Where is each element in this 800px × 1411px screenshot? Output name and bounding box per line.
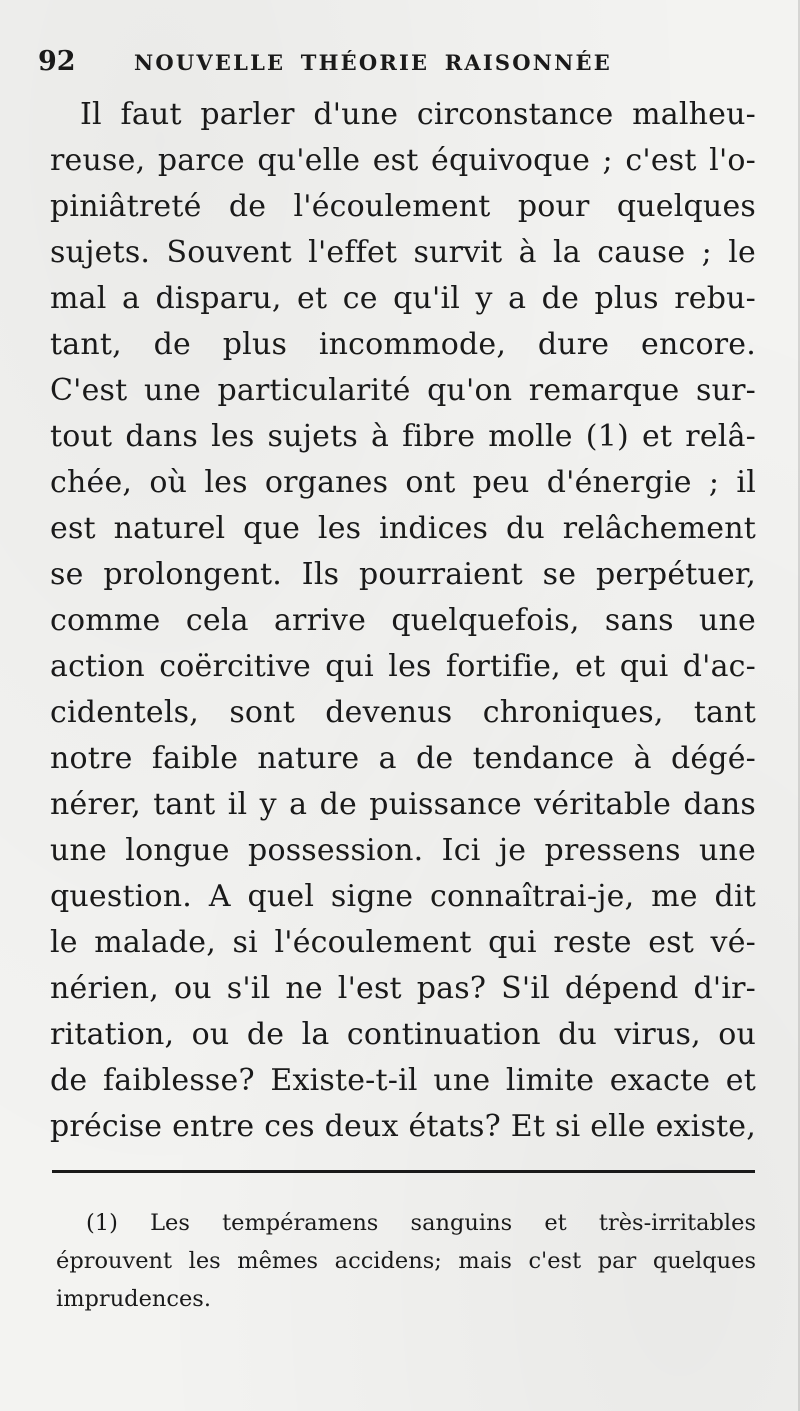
footnote-line: éprouvent les mêmes accidens; mais c'est par quelques xyxy=(56,1248,756,1274)
body-line: une longue possession. Ici je pressens une xyxy=(50,833,756,868)
body-line: piniâtreté de l'écoulement pour quelques xyxy=(50,189,756,224)
body-line: notre faible nature a de tendance à dégé- xyxy=(50,741,756,776)
page-header xyxy=(38,42,758,82)
body-line: reuse, parce qu'elle est équivoque ; c'est l'o- xyxy=(50,143,756,178)
body-line: mal a disparu, et ce qu'il y a de plus rebu- xyxy=(50,281,756,316)
footnote-rule xyxy=(52,1170,755,1173)
body-line: Il faut parler d'une circonstance malheu- xyxy=(80,97,756,132)
body-line: nérer, tant il y a de puissance véritable dans xyxy=(50,787,756,822)
body-line: question. A quel signe connaîtrai-je, me dit xyxy=(50,879,756,914)
body-line: chée, où les organes ont peu d'énergie ; il xyxy=(50,465,756,500)
running-head: NOUVELLE THÉORIE RAISONNÉE xyxy=(134,50,612,75)
body-line: tant, de plus incommode, dure encore. xyxy=(50,327,756,362)
body-line: nérien, ou s'il ne l'est pas? S'il dépend d'ir- xyxy=(50,971,756,1006)
footnote xyxy=(56,1204,756,1318)
footnote-line: (1) Les tempéramens sanguins et très-irritables xyxy=(86,1210,756,1236)
body-line: tout dans les sujets à fibre molle (1) et relâ- xyxy=(50,419,756,454)
body-line: le malade, si l'écoulement qui reste est vé- xyxy=(50,925,756,960)
footnote-line: imprudences. xyxy=(56,1286,212,1312)
body-line: sujets. Souvent l'effet survit à la cause ; le xyxy=(50,235,756,270)
body-line: est naturel que les indices du relâchement xyxy=(50,511,756,546)
body-line: comme cela arrive quelquefois, sans une xyxy=(50,603,756,638)
body-line: C'est une particularité qu'on remarque sur- xyxy=(50,373,756,408)
body-text xyxy=(50,92,756,1150)
body-line: de faiblesse? Existe-t-il une limite exacte et xyxy=(50,1063,756,1098)
body-line: précise entre ces deux états? Et si elle existe, xyxy=(50,1109,756,1144)
body-line: ritation, ou de la continuation du virus, ou xyxy=(50,1017,756,1052)
body-line: action coërcitive qui les fortifie, et qui d'ac- xyxy=(50,649,756,684)
body-line: cidentels, sont devenus chroniques, tant xyxy=(50,695,756,730)
body-line: se prolongent. Ils pourraient se perpétuer, xyxy=(50,557,756,592)
page-number: 92 xyxy=(38,46,76,77)
